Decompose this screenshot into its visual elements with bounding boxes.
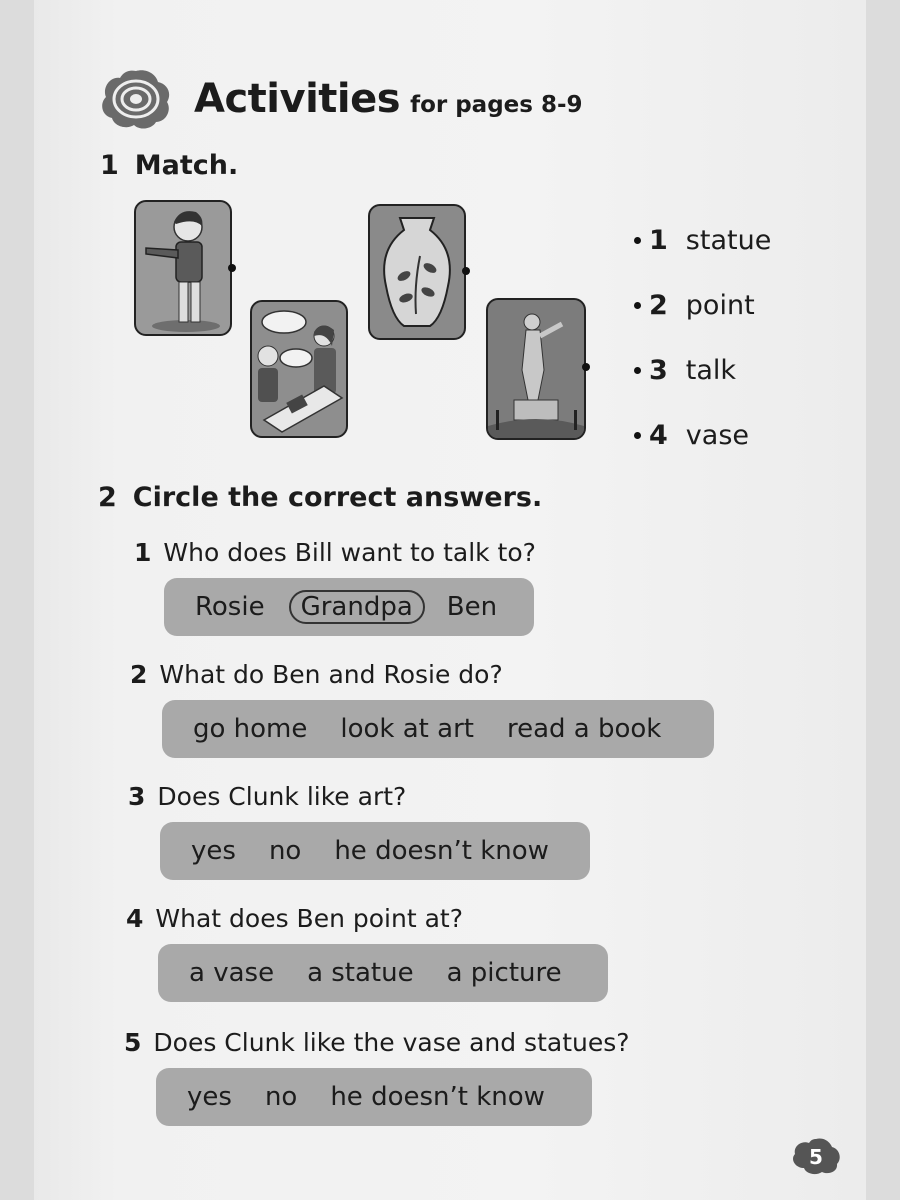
answer-option[interactable]: he doesn’t know xyxy=(334,836,549,866)
answer-options xyxy=(158,944,608,1002)
answer-option[interactable]: a picture xyxy=(446,958,562,988)
answer-options xyxy=(160,822,590,880)
boy-pointing-picture xyxy=(134,200,232,336)
page-title: Activities xyxy=(194,76,401,122)
statue-picture xyxy=(486,298,586,440)
vase-picture xyxy=(368,204,466,340)
match-dot[interactable] xyxy=(582,363,590,371)
answer-option[interactable]: go home xyxy=(193,714,308,744)
answer-option[interactable]: Ben xyxy=(446,592,498,622)
answer-option[interactable]: yes xyxy=(191,836,236,866)
question-text: Does Clunk like the vase and statues? xyxy=(153,1028,630,1057)
answer-option[interactable]: read a book xyxy=(506,714,662,744)
question-text: Does Clunk like art? xyxy=(157,782,407,811)
match-word-item[interactable]: 2 point xyxy=(634,273,771,338)
answer-option[interactable]: a vase xyxy=(189,958,275,988)
answer-option[interactable]: no xyxy=(268,836,302,866)
page-number-badge xyxy=(790,1137,842,1175)
match-dot[interactable] xyxy=(634,367,641,374)
page-header xyxy=(100,64,583,134)
section1-instruction: Match. xyxy=(134,150,239,181)
match-word: talk xyxy=(685,355,737,386)
question: 5 Does Clunk like the vase and statues? xyxy=(124,1028,630,1057)
people-talking-picture xyxy=(250,300,348,438)
match-word-item[interactable]: 3 talk xyxy=(634,338,771,403)
answer-option[interactable]: he doesn’t know xyxy=(330,1082,545,1112)
question: 3 Does Clunk like art? xyxy=(128,782,407,811)
answer-options xyxy=(162,700,714,758)
page-subtitle: for pages 8-9 xyxy=(410,92,583,118)
match-word-item[interactable]: 4 vase xyxy=(634,403,771,468)
answer-option[interactable]: a statue xyxy=(307,958,414,988)
question: 4 What does Ben point at? xyxy=(126,904,463,933)
section1-heading xyxy=(100,150,238,181)
section2-number: 2 xyxy=(98,482,117,513)
match-word: statue xyxy=(685,225,772,256)
answer-option[interactable]: yes xyxy=(187,1082,232,1112)
match-word: vase xyxy=(685,420,749,451)
answer-options xyxy=(164,578,534,636)
question: 2 What do Ben and Rosie do? xyxy=(130,660,503,689)
question: 1 Who does Bill want to talk to? xyxy=(134,538,536,567)
match-word-item[interactable]: 1 statue xyxy=(634,208,771,273)
match-word: point xyxy=(685,290,755,321)
answer-option[interactable]: look at art xyxy=(340,714,474,744)
section2-heading xyxy=(98,482,542,513)
question-text: Who does Bill want to talk to? xyxy=(163,538,536,567)
match-word-list xyxy=(634,208,771,468)
match-dot[interactable] xyxy=(634,237,641,244)
question-text: What do Ben and Rosie do? xyxy=(159,660,503,689)
answer-option[interactable]: no xyxy=(264,1082,298,1112)
section1-number: 1 xyxy=(100,150,119,181)
match-dot[interactable] xyxy=(634,302,641,309)
answer-options xyxy=(156,1068,592,1126)
flower-icon xyxy=(100,68,172,130)
page-number: 5 xyxy=(809,1145,823,1169)
question-text: What does Ben point at? xyxy=(155,904,463,933)
section2-instruction: Circle the correct answers. xyxy=(132,482,543,513)
match-dot[interactable] xyxy=(462,267,470,275)
answer-option[interactable]: Rosie xyxy=(195,592,265,622)
match-dot[interactable] xyxy=(634,432,641,439)
answer-option-circled[interactable]: Grandpa xyxy=(289,590,425,624)
match-dot[interactable] xyxy=(228,264,236,272)
